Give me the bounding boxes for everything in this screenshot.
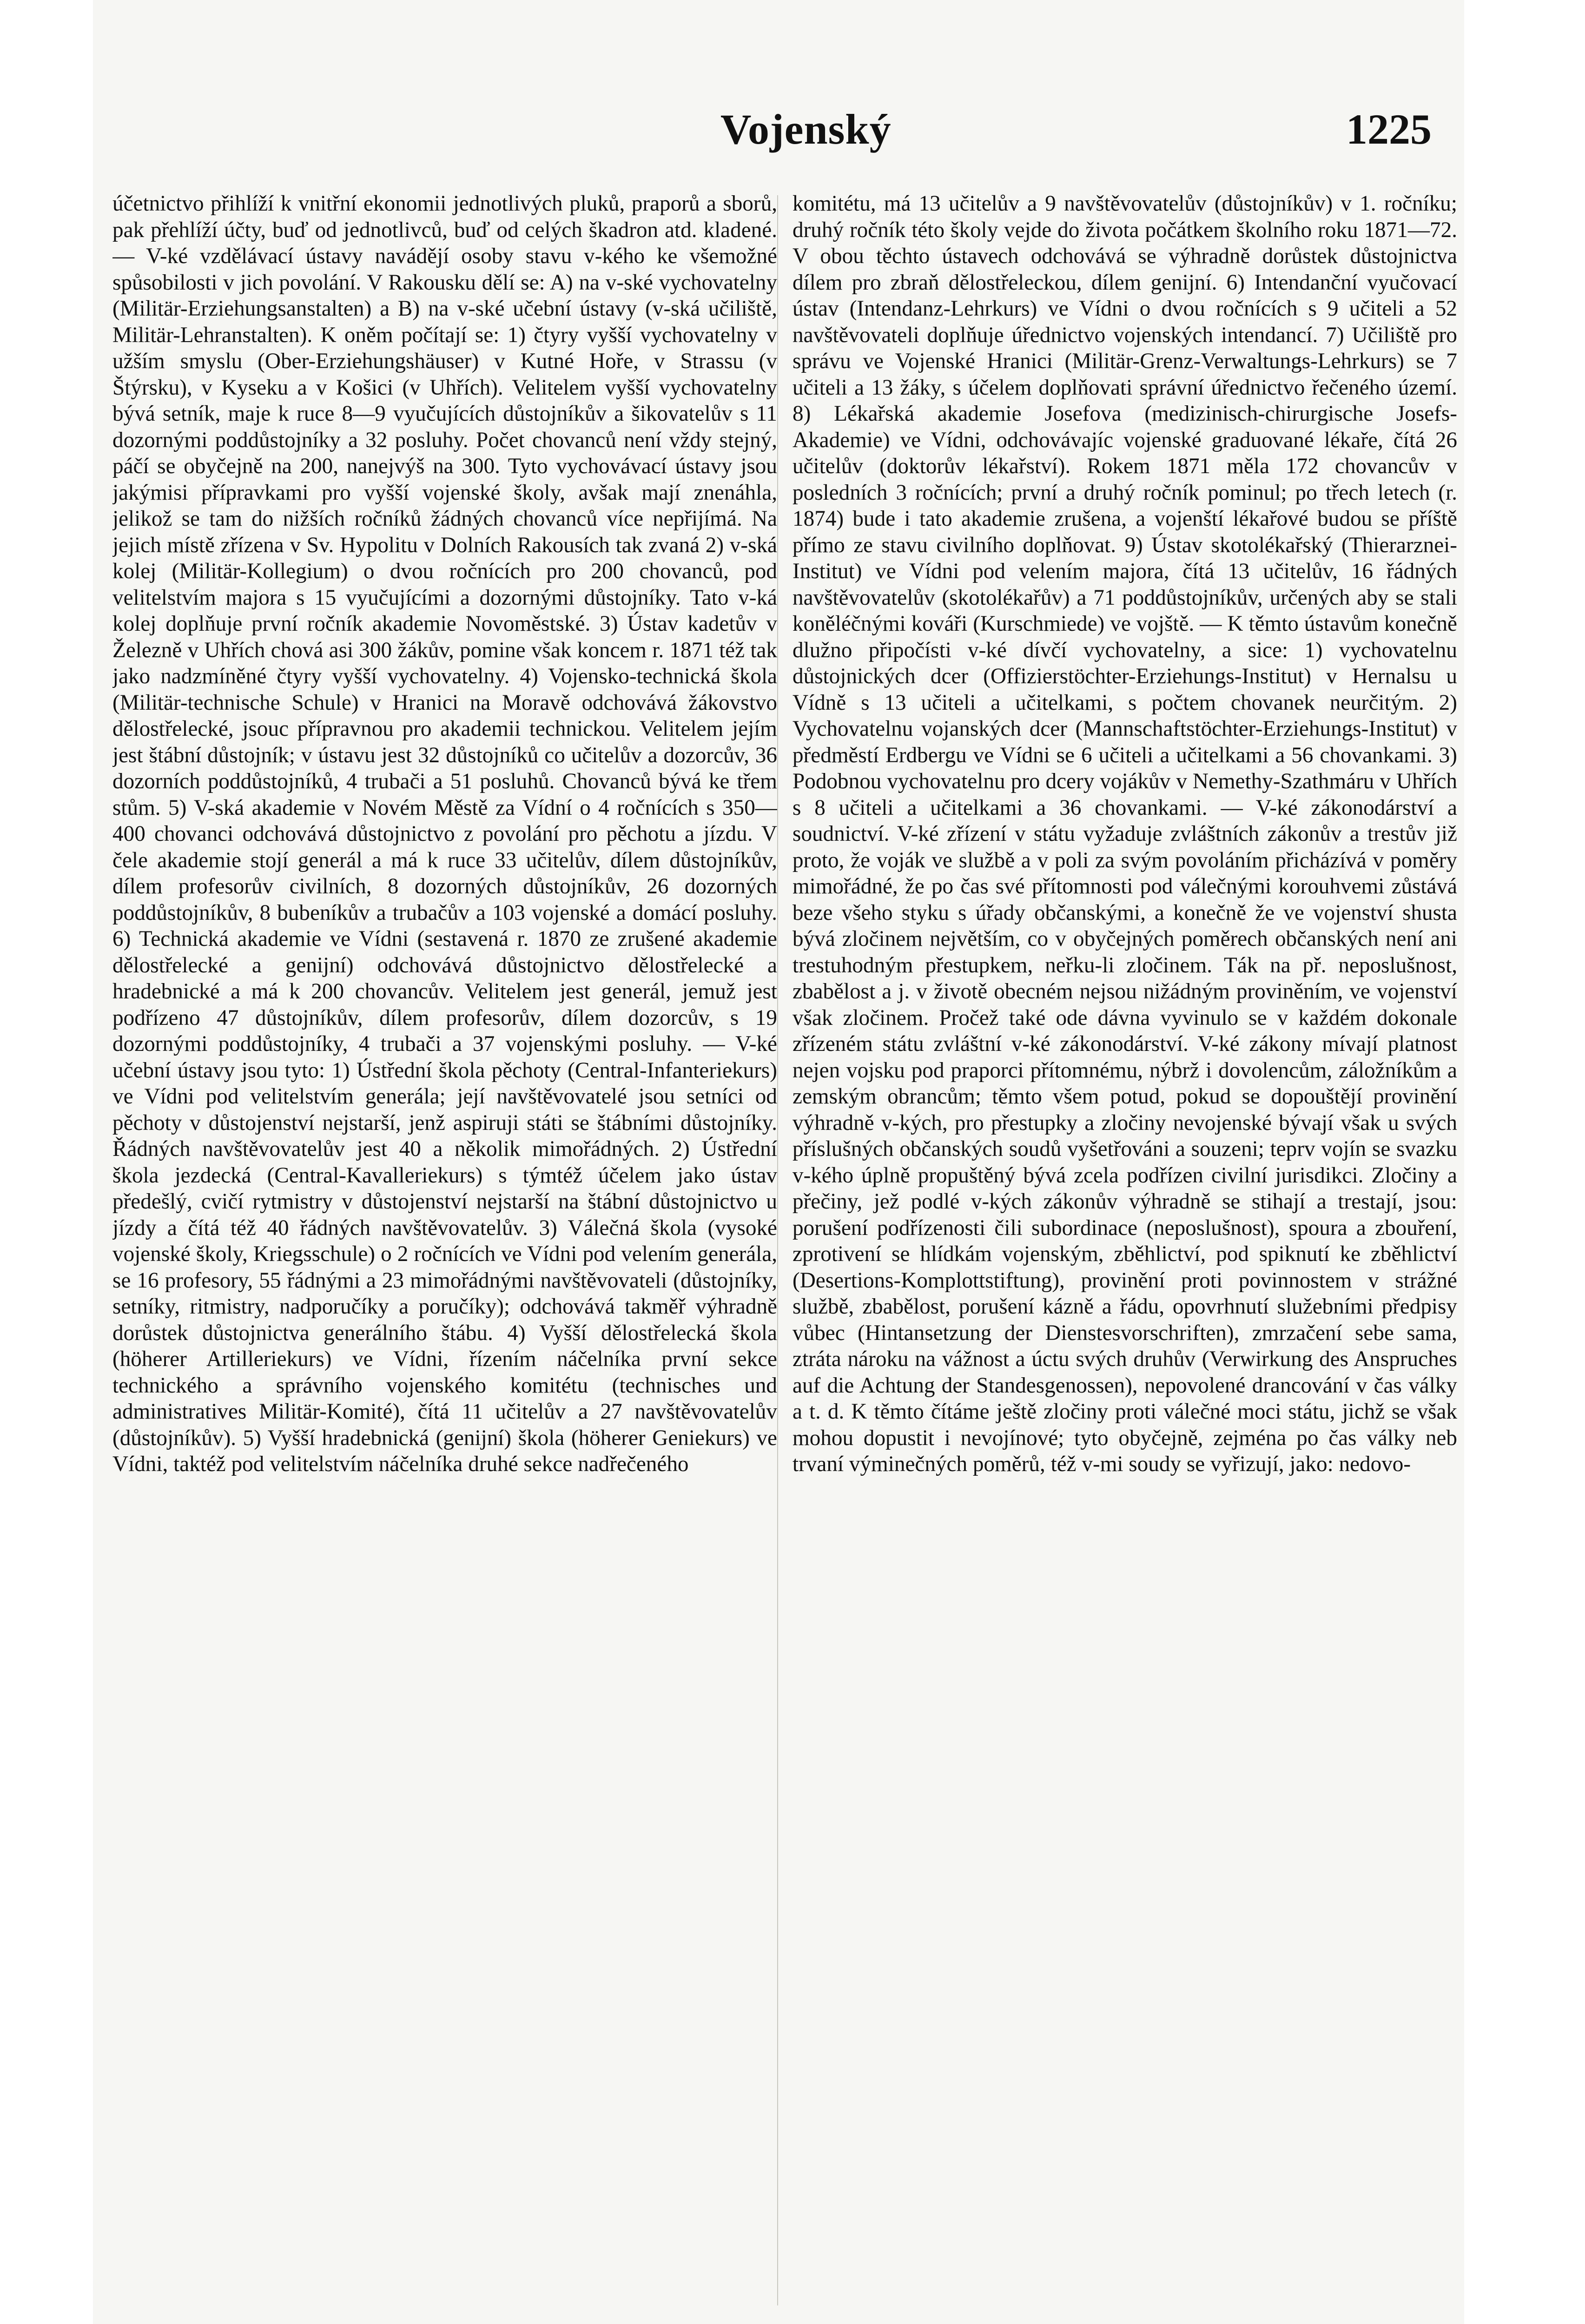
running-title: Vojenský <box>720 106 892 153</box>
page-number: 1225 <box>1346 106 1432 153</box>
left-column <box>112 191 777 2310</box>
page-header <box>93 105 1464 160</box>
document-page <box>93 0 1464 2324</box>
right-column <box>792 191 1457 2310</box>
column-divider <box>777 195 778 2305</box>
left-column-text: účetnictvo přihlíží k vnitřní ekonomii jednotlivých pluků, praporů a sborů, pak přehlíží účty, buď od jednotlivců, buď od celých škadron atd. kladené. — V-ké vzdělávací ústavy navádějí osoby stavu v-kého ke všemožné spůsobilosti v jich povolání. V Rakousku dělí se: A) na v-ské vychovatelny (Militär-Erziehungsanstalten) a B) na v-ské učební ústavy (v-ská učiliště, Militär-Lehranstalten). K oněm počítají se: 1) čtyry vyšší vychovatelny v užším smyslu (Ober-Erziehungshäuser) v Kutné Hoře, v Strassu (v Štýrsku), v Kyseku a v Košici (v Uhřích). Velitelem vyšší vychovatelny bývá setník, maje k ruce 8—9 vyučujících důstojníkův a šikovatelův s 11 dozornými poddůstojníky a 32 posluhy. Počet chovanců není vždy stejný, páčí se obyčejně na 200, nanejvýš na 300. Tyto vychovávací ústavy jsou jakýmisi přípravkami pro vyšší vojenské školy, avšak mají znenáhla, jelikož se tam do nižších ročníků žádných chovanců více nepřijímá. Na jejich místě zřízena v Sv. Hypolitu v Dolních Rakousích tak zvaná 2) v-ská kolej (Militär-Kollegium) o dvou ročnících pro 200 chovanců, pod velitelstvím majora s 15 vyučujícími a dozornými důstojníky. Tato v-ká kolej doplňuje první ročník akademie Novoměstské. 3) Ústav kadetův v Železně v Uhřích chová asi 300 žákův, pomine však koncem r. 1871 též tak jako nadzmíněné čtyry vyšší vychovatelny. 4) Vojensko-technická škola (Militär-technische Schule) v Hranici na Moravě odchovává žákovstvo dělostřelecké, jsouc přípravnou pro akademii technickou. Velitelem jejím jest štábní důstojník; v ústavu jest 32 důstojníků co učitelův a dozorcův, 36 dozorních poddůstojníků, 4 trubači a 51 posluhů. Chovanců bývá ke třem stům. 5) V-ská akademie v Novém Městě za Vídní o 4 ročnících s 350—400 chovanci odchovává důstojnictvo z povolání pro pěchotu a jízdu. V čele akademie stojí generál a má k ruce 33 učitelův, dílem důstojníkův, dílem profesorův civilních, 8 dozorných důstojníkův, 26 dozorných poddůstojníkův, 8 bubeníkův a trubačův a 103 vojenské a domácí posluhy. 6) Technická akademie ve Vídni (sestavená r. 1870 ze zrušené akademie dělostřelecké a genijní) odchovává důstojnictvo dělostřelecké a hradebnické a má k 200 chovancův. Velitelem jest generál, jemuž jest podřízeno 47 důstojníkův, dílem profesorův, dílem dozorcův, s 19 dozornými poddůstojníky, 4 trubači a 37 vojenskými posluhy. — V-ké učební ústavy jsou tyto: 1) Ústřední škola pěchoty (Central-Infanteriekurs) ve Vídni pod velitelstvím generála; její navštěvovatelé jsou setníci od pěchoty v důstojenství nejstarší, jenž aspiruji státi se štábními důstojníky. Řádných navštěvovatelův jest 40 a několik mimořádných. 2) Ústřední škola jezdecká (Central-Kavalleriekurs) s týmtéž účelem jako ústav předešlý, cvičí rytmistry v důstojenství nejstarší na štábní důstojnictvo u jízdy a čítá též 40 řádných navštěvovatelův. 3) Válečná škola (vysoké vojenské školy, Kriegsschule) o 2 ročnících ve Vídni pod velením generála, se 16 profesory, 55 řádnými a 23 mimořádnými navštěvovateli (důstojníky, setníky, ritmistry, nadporučíky a poručíky); odchovává takměř výhradně dorůstek důstojnictva generálního štábu. 4) Vyšší dělostřelecká škola (höherer Artilleriekurs) ve Vídni, řízením náčelníka první sekce technického a správního vojenského komitétu (technisches und administratives Militär-Komité), čítá 11 učitelův a 27 navštěvovatelův (důstojníkův). 5) Vyšší hradebnická (genijní) škola (höherer Geniekurs) ve Vídni, taktéž pod velitelstvím náčelníka druhé sekce nadřečeného <box>112 191 777 1476</box>
right-column-text: komitétu, má 13 učitelův a 9 navštěvovatelův (důstojníkův) v 1. ročníku; druhý ročník této školy vejde do života počátkem školního roku 1871—72. V obou těchto ústavech odchovává se výhradně dorůstek důstojnictva dílem pro zbraň dělostřeleckou, dílem genijní. 6) Intendanční vyučovací ústav (Intendanz-Lehrkurs) ve Vídni o dvou ročnících s 9 učiteli a 52 navštěvovateli doplňuje úřednictvo vojenských intendancí. 7) Učiliště pro správu ve Vojenské Hranici (Militär-Grenz-Verwaltungs-Lehrkurs) se 7 učiteli a 13 žáky, s účelem doplňovati správní úřednictvo řečeného území. 8) Lékařská akademie Josefova (medizinisch-chirurgische Josefs-Akademie) ve Vídni, odchovávajíc vojenské graduované lékaře, čítá 26 učitelův (doktorův lékařství). Rokem 1871 měla 172 chovancův v posledních 3 ročnících; první a druhý ročník pominul; po třech letech (r. 1874) bude i tato akademie zrušena, a vojenští lékařové budou se příště přímo ze stavu civilního doplňovat. 9) Ústav skotolékařský (Thierarznei-Institut) ve Vídni pod velením majora, čítá 13 učitelův, 16 řádných navštěvovatelův (skotolékařův) a 71 poddůstojníkův, určených aby se stali koněléčnými kováři (Kurschmiede) ve vojště. — K těmto ústavům konečně dlužno připočísti v-ké dívčí vychovatelny, a sice: 1) vychovatelnu důstojnických dcer (Offizierstöchter-Erziehungs-Institut) v Hernalsu u Vídně s 13 učiteli a učitelkami, s počtem chovanek neurčitým. 2) Vychovatelnu vojanských dcer (Mannschaftstöchter-Erziehungs-Institut) v předměstí Erdbergu ve Vídni se 6 učiteli a učitelkami a 56 chovankami. 3) Podobnou vychovatelnu pro dcery vojákův v Nemethy-Szathmáru v Uhřích s 8 učiteli a učitelkami a 36 chovankami. — V-ké zákonodárství a soudnictví. V-ké zřízení v státu vyžaduje zvláštních zákonův a trestův již proto, že voják ve službě a v poli za svým povoláním přicházívá v poměry mimořádné, že po čas své přítomnosti pod válečnými korouhvemi zůstává beze všeho styku s úřady občanskými, a konečně že ve vojenství shusta bývá zločinem největším, co v obyčejných poměrech občanských není ani trestuhodným přestupkem, neřku-li zločinem. Ták na př. neposlušnost, zbabělost a j. v životě obecném nejsou nižádným proviněním, ve vojenství však zločinem. Pročež také ode dávna vyvinulo se v každém dokonale zřízeném státu zvláštní v-ké zákonodárství. V-ké zákony mívají platnost nejen vojsku pod praporci přítomnému, nýbrž i dovolencům, záložníkům a zemským obrancům; těmto všem potud, pokud se dopouštějí provinění výhradně v-kých, pro přestupky a zločiny nevojenské bývají však u svých příslušných občanských soudů vyšetřováni a souzeni; teprv vojín se svazku v-kého úplně propuštěný bývá zcela podřízen civilní jurisdikci. Zločiny a přečiny, jež podlé v-kých zákonův výhradně se stihají a trestají, jsou: porušení podřízenosti čili subordinace (neposlušnost), spoura a zbouření, zprotivení se hlídkám vojenským, zběhlictví, pod spiknutí ke zběhlictví (Desertions-Komplottstiftung), provinění proti povinnostem v strážné službě, zbabělost, porušení kázně a řádu, opovrhnutí služebními předpisy vůbec (Hintansetzung der Dienstesvorschriften), zmrzačení sebe sama, ztráta nároku na vážnost a úctu svých druhův (Verwirkung des Anspruches auf die Achtung der Standesgenossen), nepovolené drancování v čas války a t. d. K těmto čítáme ještě zločiny proti válečné moci státu, jichž se však mohou dopustit i nevojínové; tyto obyčejně, zejména po čas války neb trvaní výminečných poměrů, též v-mi soudy se vyřizují, jako: nedovo- <box>792 191 1457 1476</box>
